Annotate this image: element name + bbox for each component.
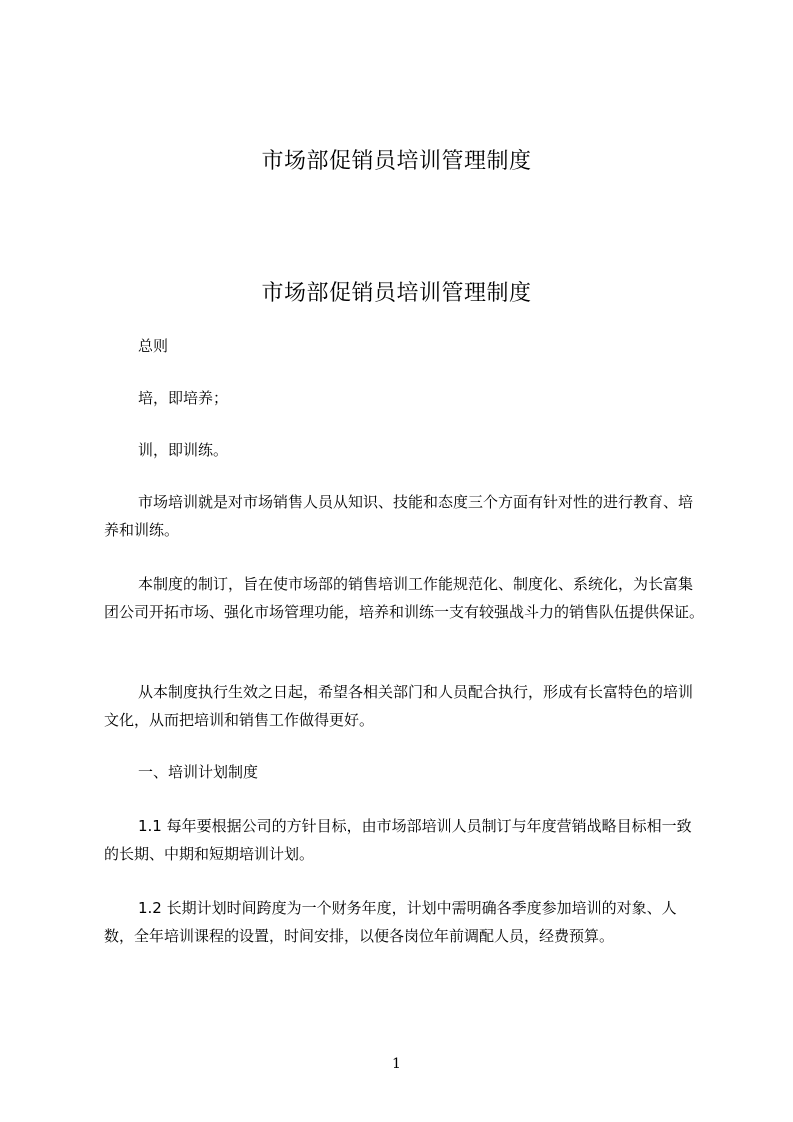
section-heading-training-plan: 一、培训计划制度 — [138, 763, 259, 781]
header-title: 市场部促销员培训管理制度 — [261, 149, 532, 174]
paragraph-general: 总则 — [138, 337, 169, 355]
page-number: 1 — [392, 1056, 401, 1072]
document-title: 市场部促销员培训管理制度 — [261, 281, 532, 306]
paragraph-1-2: 1.2 长期计划时间跨度为一个财务年度，计划中需明确各季度参加培训的对象、人数，全年培训课程的设置，时间安排，以便各岗位年前调配人员，经费预算。 — [104, 899, 677, 945]
paragraph-pei: 培，即培养； — [138, 389, 229, 407]
paragraph-purpose: 本制度的制订，旨在使市场部的销售培训工作能规范化、制度化、系统化，为长富集团公司开拓市场、强化市场管理功能，培养和训练一支有较强战斗力的销售队伍提供保证。 — [104, 575, 705, 621]
paragraph-definition: 市场培训就是对市场销售人员从知识、技能和态度三个方面有针对性的进行教育、培养和训练。 — [104, 493, 694, 539]
paragraph-effective: 从本制度执行生效之日起，希望各相关部门和人员配合执行，形成有长富特色的培训文化，从而把培训和销售工作做得更好。 — [104, 683, 694, 729]
paragraph-xun: 训，即训练。 — [138, 441, 229, 459]
paragraph-1-1: 1.1 每年要根据公司的方针目标，由市场部培训人员制订与年度营销战略目标相一致的长期、中期和短期培训计划。 — [104, 817, 692, 863]
